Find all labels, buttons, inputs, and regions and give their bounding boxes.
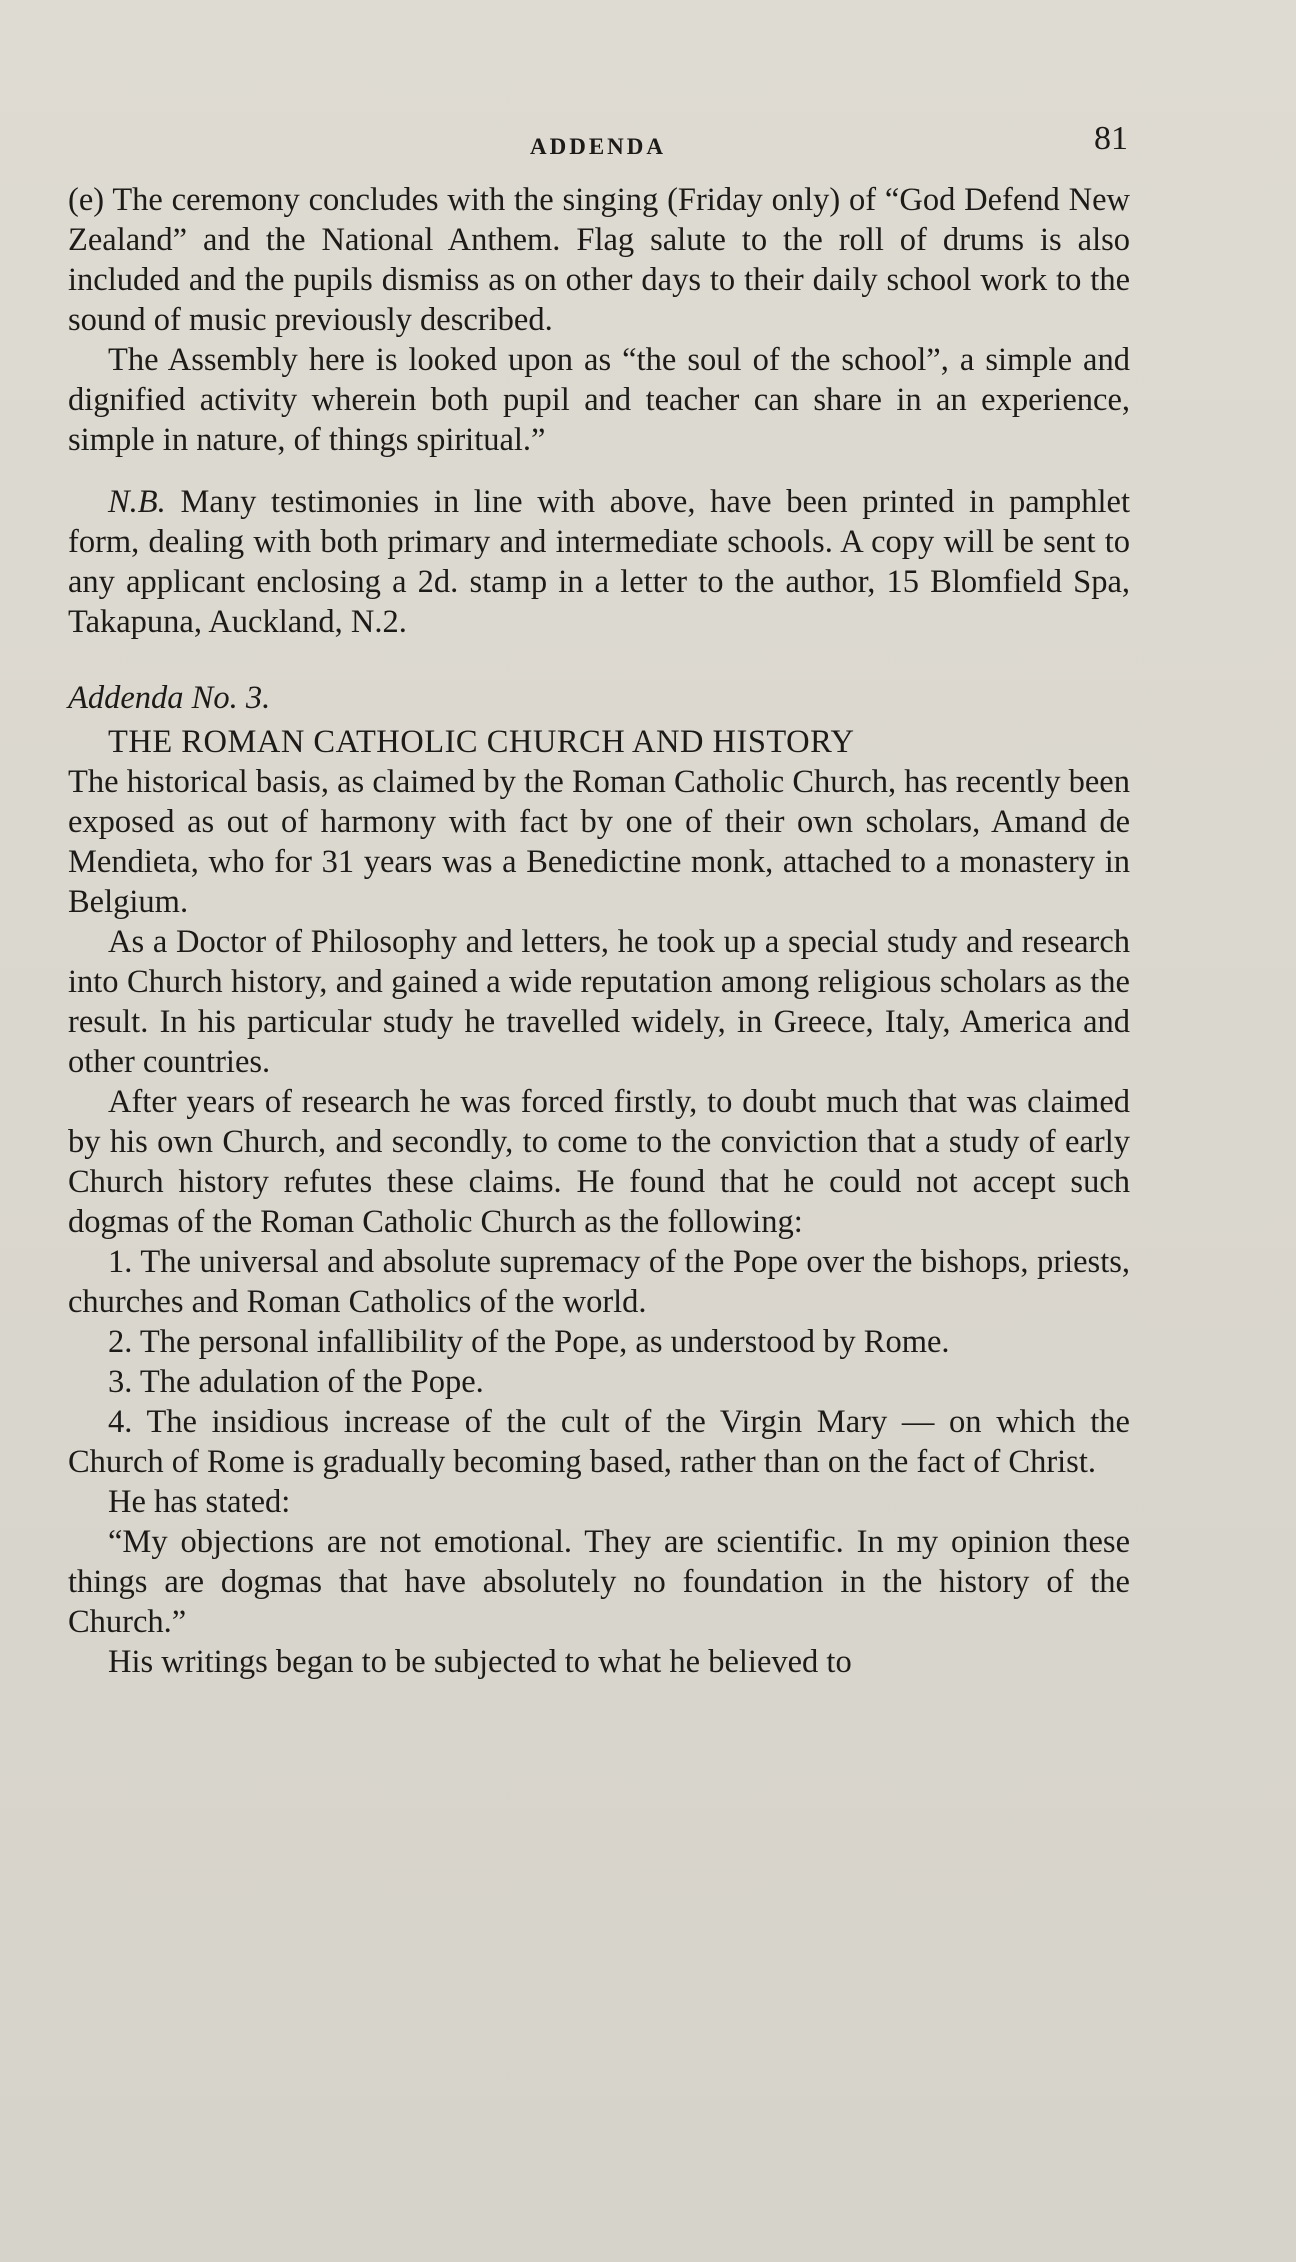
running-head: ADDENDA: [530, 134, 666, 159]
nb-text: Many testimonies in line with above, have been printed in pamphlet form, dealing with both primary and intermediate schools. A copy will be sent to any applicant enclosing a 2d. stamp in a letter to the author, 15 Blomfield Spa, Takapuna, Auckland, N.2.: [68, 484, 1130, 640]
addenda-label: Addenda No. 3.: [68, 680, 271, 716]
paragraph-nb: [68, 482, 1130, 642]
paragraph-historical-basis: The historical basis, as claimed by the Roman Catholic Church, has recently been exposed as out of harmony with fact by one of their own scholars, Amand de Mendieta, who for 31 years was a Benedictine monk, attached to a monastery in Belgium.: [68, 764, 1130, 920]
list-item-1: 1. The universal and absolute supremacy of the Pope over the bishops, priests, churches and Roman Catholics of the world.: [68, 1244, 1130, 1320]
page-body: [68, 180, 1130, 1682]
list-item-4: 4. The insidious increase of the cult of the Virgin Mary — on which the Church of Rome is gradually becoming based, rather than on the fact of Christ.: [68, 1404, 1130, 1480]
paragraph-research: After years of research he was forced firstly, to doubt much that was claimed by his own Church, and secondly, to come to the conviction that a study of early Church history refutes these claims. He found that he could not accept such dogmas of the Roman Catholic Church as the following:: [68, 1084, 1130, 1240]
paragraph-stated: He has stated:: [108, 1484, 291, 1520]
section-title: THE ROMAN CATHOLIC CHURCH AND HISTORY: [108, 724, 855, 760]
page-number: 81: [1094, 120, 1128, 157]
paragraph-assembly: The Assembly here is looked upon as “the soul of the school”, a simple and dignified activity wherein both pupil and teacher can share in an experience, simple in nature, of things spiritual.”: [68, 342, 1130, 458]
paragraph-doctor: As a Doctor of Philosophy and letters, he took up a special study and research into Church history, and gained a wide reputation among religious scholars as the result. In his particular study he travelled widely, in Greece, Italy, America and other countries.: [68, 924, 1130, 1080]
paragraph-ceremony: (e) The ceremony concludes with the singing (Friday only) of “God Defend New Zealand” and the National Anthem. Flag salute to the roll of drums is also included and the pupils dismiss as on other days to their daily school work to the sound of music previously described.: [68, 182, 1130, 338]
nb-label: N.B.: [108, 484, 166, 520]
paragraph-quote: “My objections are not emotional. They are scientific. In my opinion these things are dogmas that have absolutely no foundation in the history of the Church.”: [68, 1524, 1130, 1640]
list-item-2: 2. The personal infallibility of the Pope, as understood by Rome.: [108, 1324, 950, 1360]
list-item-3: 3. The adulation of the Pope.: [108, 1364, 484, 1400]
page-header: [68, 120, 1128, 170]
paragraph-writings: His writings began to be subjected to what he believed to: [108, 1644, 852, 1680]
